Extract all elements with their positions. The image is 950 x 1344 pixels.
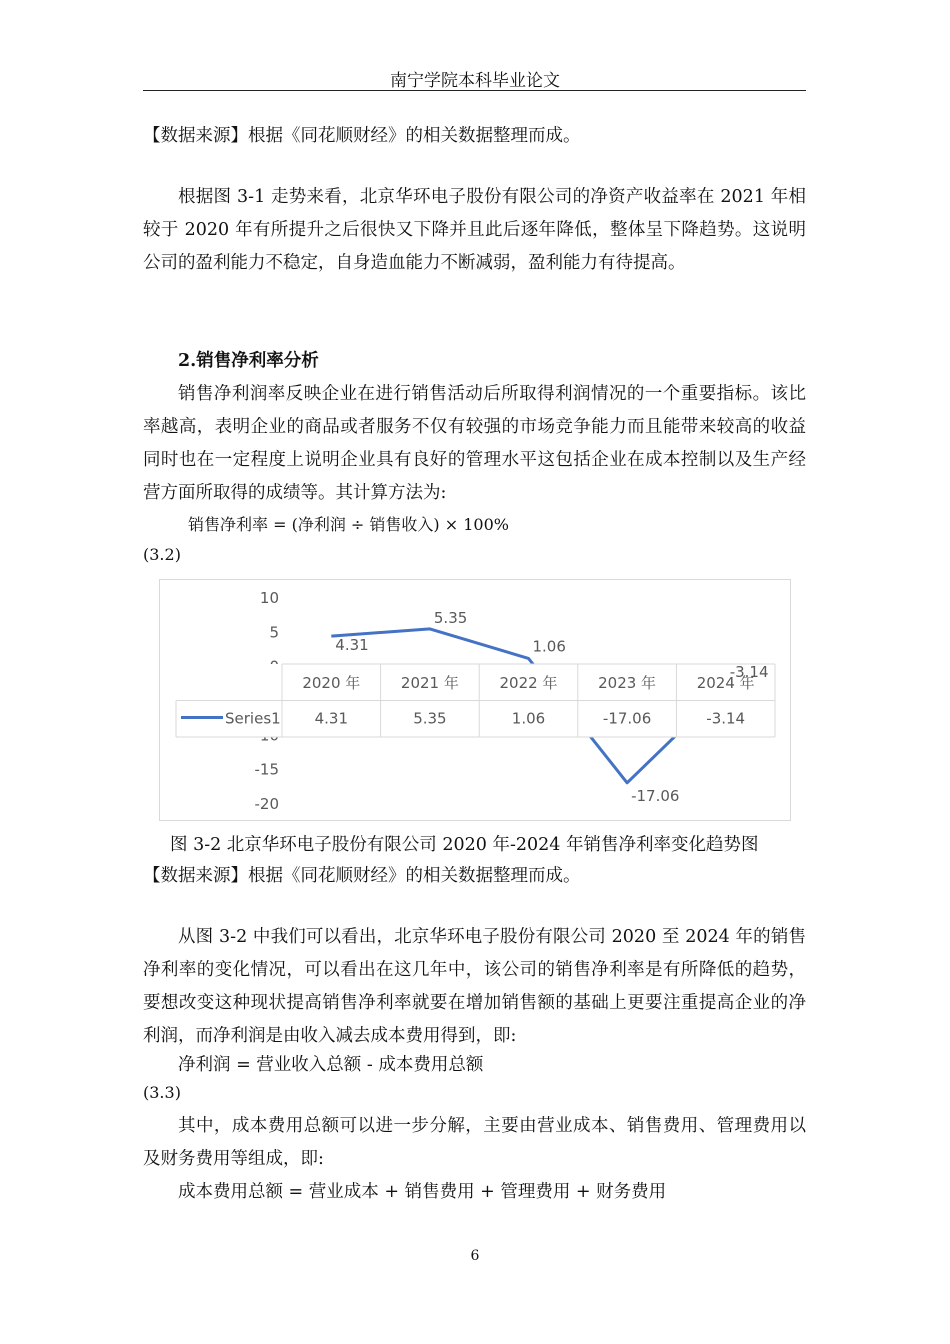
category-label: 2022 年 [499,674,558,692]
y-tick-label: 5 [269,623,279,642]
data-label: 1.06 [532,637,566,656]
figure-caption: 图 3-2 北京华环电子股份有限公司 2020 年-2024 年销售净利率变化趋势图 [170,835,759,855]
body-paragraph: 从图 3-2 中我们可以看出，北京华环电子股份有限公司 2020 至 2024 年的销售净利率的变化情况，可以看出在这几年中，该公司的销售净利率是有所降低的趋势，要想改变这种现状提高销售净利率就要在增加销售额的基础上更要注重提高企业的净利润，而净利润是由收入减去成本费用得到，即: [143,927,806,1046]
section-heading: 2.销售净利率分析 [178,351,319,371]
data-label: -17.06 [631,786,680,805]
y-tick-label: 10 [259,589,279,607]
data-label: 5.35 [433,608,468,627]
formula: 净利润 = 营业收入总额 - 成本费用总额 [178,1055,484,1075]
formula: 销售净利率 = (净利润 ÷ 销售收入) × 100% [188,515,509,534]
formula: 成本费用总额 = 营业成本 + 销售费用 + 管理费用 + 财务费用 [178,1182,667,1202]
data-label: 4.31 [335,636,369,655]
category-label: 2024 年 [696,674,755,692]
page-number: 6 [470,1248,480,1264]
data-table-value: 5.35 [413,709,447,728]
y-tick-label: -15 [254,760,279,779]
body-paragraph: 其中，成本费用总额可以进一步分解，主要由营业成本、销售费用、管理费用以及财务费用等组成，即: [143,1116,806,1169]
legend-label: Series1 [225,709,281,728]
formula-number: (3.3) [143,1083,181,1102]
body-paragraph: 销售净利润率反映企业在进行销售活动后所取得利润情况的一个重要指标。该比率越高，表明企业的商品或者服务不仅有较强的市场竞争能力而且能带来较高的收益同时也在一定程度上说明企业具有良好的管理水平这包括企业在成本控制以及生产经营方面所取得的成绩等。其计算方法为: [143,384,806,503]
line-chart [159,579,789,819]
category-label: 2020 年 [302,674,361,692]
header-rule [143,90,806,91]
data-label: -3.14 [729,663,769,682]
page-header-title: 南宁学院本科毕业论文 [390,71,560,91]
source-note: 【数据来源】根据《同花顺财经》的相关数据整理而成。 [143,866,581,886]
category-label: 2023 年 [598,674,657,692]
y-tick-label: -20 [254,795,279,813]
data-table-value: 1.06 [511,709,546,728]
data-table-value: 4.31 [314,709,349,728]
formula-number: (3.2) [143,545,181,564]
category-label: 2021 年 [400,674,459,692]
data-table-value: -17.06 [602,709,652,728]
body-paragraph: 根据图 3-1 走势来看，北京华环电子股份有限公司的净资产收益率在 2021 年相较于 2020 年有所提升之后很快又下降并且此后逐年降低，整体呈下降趋势。这说明公司的盈利能力不稳定，自身造血能力不断减弱，盈利能力有待提高。 [143,187,806,273]
source-note: 【数据来源】根据《同花顺财经》的相关数据整理而成。 [143,126,581,146]
data-table-value: -3.14 [706,709,746,728]
